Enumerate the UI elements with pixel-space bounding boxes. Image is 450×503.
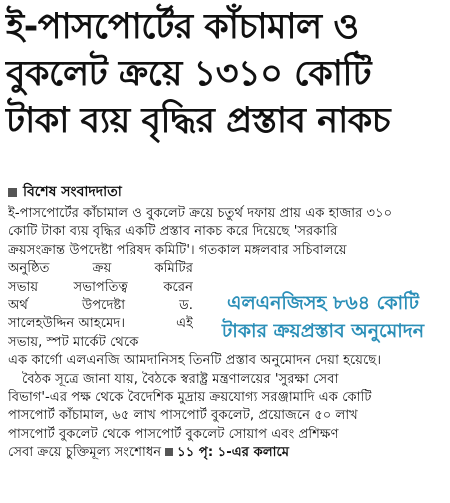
body-word: অর্থ xyxy=(8,298,28,314)
square-bullet-icon xyxy=(165,448,173,456)
pull-quote xyxy=(200,289,446,345)
body-line: ই-পাসপোর্টের কাঁচামাল ও বুকলেট ক্রয়ে চতুর্থ দফায় প্রায় এক হাজার ৩১০ xyxy=(8,206,393,221)
byline-text: বিশেষ সংবাদদাতা xyxy=(23,184,122,200)
body-word: অনুষ্ঠিত xyxy=(8,261,50,277)
body-line-last xyxy=(8,444,444,462)
body-word: উপদেষ্টা xyxy=(81,298,126,314)
body-word: সভায় xyxy=(8,279,39,295)
body-word: কমিটির xyxy=(154,261,193,277)
square-bullet-icon xyxy=(8,188,17,197)
body-line: বিভাগ'-এর পক্ষ থেকে বৈদেশিক মুদ্রায় ক্রয়যোগ্য সরঞ্জামাদি এক কোটি xyxy=(8,390,372,406)
byline xyxy=(8,180,122,204)
body-word: সভাপতিত্ব xyxy=(73,279,128,295)
body-line: পাসপোর্ট বুকলেট থেকে পাসপোর্ট বুকলেট সোয়াপ এবং প্রশিক্ষণ xyxy=(8,426,339,442)
headline xyxy=(6,4,446,145)
body-line: কোটি টাকা ব্যয় বৃদ্ধির একটি প্রস্তাব নাকচ করে দিয়েছে 'সরকারি xyxy=(8,224,338,240)
continued-on-page-link[interactable]: ১১ পৃ: ১-এর কলামে xyxy=(177,445,290,461)
headline-line: ই-পাসপোর্টের কাঁচামাল ও xyxy=(6,7,359,47)
pull-quote-line: এলএনজিসহ ৮৬৪ কোটি xyxy=(227,292,419,314)
body-word: সালেহউদ্দিন আহমেদ। xyxy=(8,316,126,332)
body-line: ক্রয়সংক্রান্ত উপদেষ্টা পরিষদ কমিটি'। গতকাল মঙ্গলবার সচিবালয়ে xyxy=(8,242,347,258)
body-line-narrow xyxy=(8,334,193,352)
body-text-final: সেবা ক্রয়ে চুক্তিমূল্য সংশোধন xyxy=(8,445,162,461)
body-line-narrow xyxy=(8,279,193,297)
body-line: বৈঠক সূত্রে জানা যায়, বৈঠকে স্বরাষ্ট্র মন্ত্রণালয়ের 'সুরক্ষা সেবা xyxy=(22,371,339,387)
headline-line: টাকা ব্যয় বৃদ্ধির প্রস্তাব নাকচ xyxy=(6,101,391,141)
body-word: ড. xyxy=(179,298,193,314)
pull-quote-line: টাকার ক্রয়প্রস্তাব অনুমোদন xyxy=(221,320,425,342)
body-line-narrow xyxy=(8,260,193,278)
body-word: করেন xyxy=(163,279,193,295)
body-word: সভায়, স্পট মার্কেট থেকে xyxy=(8,334,139,350)
body-line-narrow xyxy=(8,297,193,315)
body-line-narrow xyxy=(8,315,193,333)
body-line: এক কার্গো এলএনজি আমদানিসহ তিনটি প্রস্তাব অনুমোদন দেয়া হয়েছে। xyxy=(8,353,382,369)
body-word: এই xyxy=(176,316,193,332)
body-line: পাসপোর্ট কাঁচামাল, ৬৫ লাখ পাসপোর্ট বুকলেট, প্রয়োজনে ৫০ লাখ xyxy=(8,408,358,424)
headline-line: বুকলেট ক্রয়ে ১৩১০ কোটি xyxy=(6,54,372,94)
body-word: ক্রয় xyxy=(92,261,112,277)
